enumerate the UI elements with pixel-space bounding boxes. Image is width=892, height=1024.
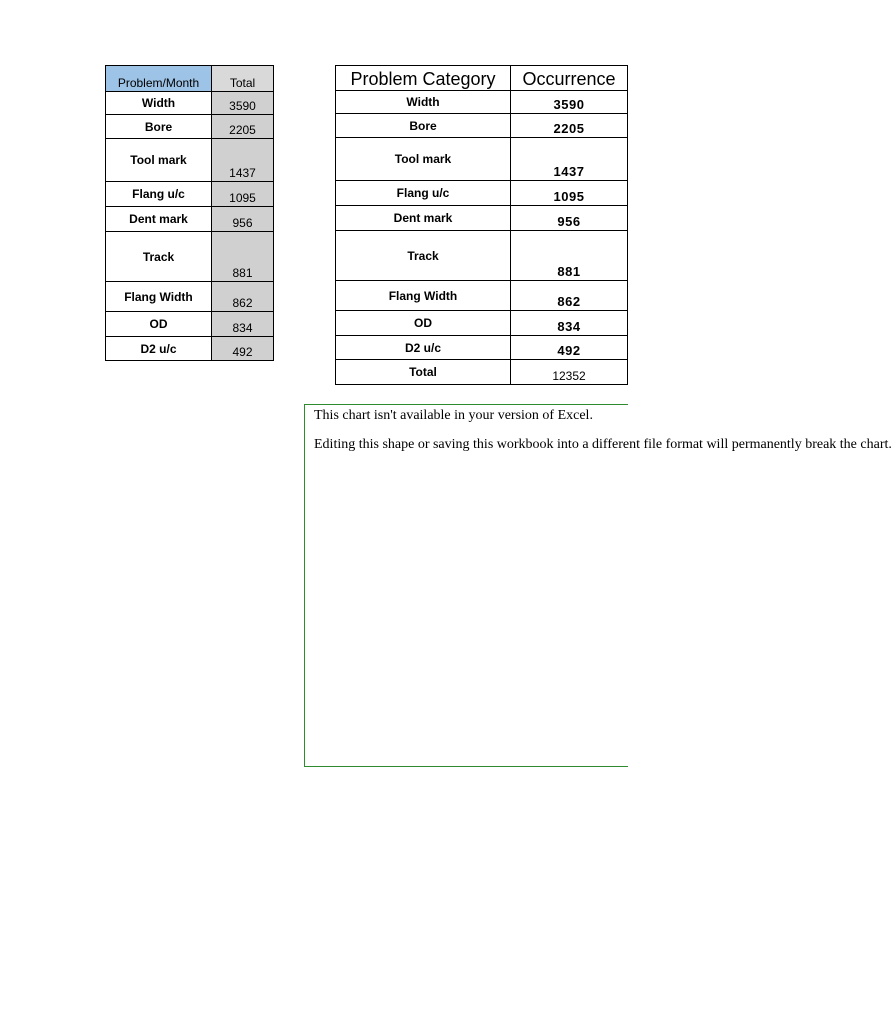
row-value[interactable]: 3590 bbox=[212, 92, 274, 115]
row-value[interactable]: 862 bbox=[212, 282, 274, 312]
row-name[interactable]: Flang Width bbox=[106, 282, 212, 312]
row-value[interactable]: 956 bbox=[511, 206, 628, 231]
row-value[interactable]: 1095 bbox=[511, 181, 628, 206]
row-name[interactable]: Flang Width bbox=[336, 281, 511, 311]
table-row bbox=[106, 207, 274, 232]
table-row bbox=[106, 115, 274, 139]
table-row bbox=[336, 114, 628, 138]
table-row bbox=[106, 282, 274, 312]
total-value[interactable]: 12352 bbox=[511, 360, 628, 385]
row-name[interactable]: Dent mark bbox=[336, 206, 511, 231]
table-row bbox=[336, 336, 628, 360]
row-value[interactable]: 1437 bbox=[511, 138, 628, 181]
row-name[interactable]: Tool mark bbox=[106, 139, 212, 182]
header-occurrence[interactable]: Occurrence bbox=[511, 66, 628, 91]
row-name[interactable]: D2 u/c bbox=[106, 337, 212, 361]
table-row bbox=[106, 232, 274, 282]
table-row bbox=[336, 311, 628, 336]
table-row bbox=[336, 281, 628, 311]
table-row bbox=[336, 181, 628, 206]
row-value[interactable]: 834 bbox=[511, 311, 628, 336]
total-row bbox=[336, 360, 628, 385]
row-name[interactable]: Flang u/c bbox=[336, 181, 511, 206]
row-value[interactable]: 1095 bbox=[212, 182, 274, 207]
table-header-row bbox=[106, 66, 274, 92]
row-name[interactable]: OD bbox=[336, 311, 511, 336]
header-problem-month[interactable]: Problem/Month bbox=[106, 66, 212, 92]
row-name[interactable]: Width bbox=[106, 92, 212, 115]
row-name[interactable]: Dent mark bbox=[106, 207, 212, 232]
table-row bbox=[336, 231, 628, 281]
row-name[interactable]: Tool mark bbox=[336, 138, 511, 181]
row-name[interactable]: Track bbox=[336, 231, 511, 281]
row-name[interactable]: D2 u/c bbox=[336, 336, 511, 360]
row-value[interactable]: 3590 bbox=[511, 91, 628, 114]
table-row bbox=[106, 337, 274, 361]
row-value[interactable]: 2205 bbox=[212, 115, 274, 139]
problem-month-table bbox=[105, 65, 274, 361]
table-row bbox=[106, 92, 274, 115]
table-row bbox=[106, 182, 274, 207]
row-value[interactable]: 2205 bbox=[511, 114, 628, 138]
chart-unavailable-message: This chart isn't available in your version of Excel. bbox=[314, 408, 593, 423]
row-value[interactable]: 492 bbox=[511, 336, 628, 360]
total-label[interactable]: Total bbox=[336, 360, 511, 385]
row-name[interactable]: Track bbox=[106, 232, 212, 282]
row-name[interactable]: Bore bbox=[336, 114, 511, 138]
table-row bbox=[106, 139, 274, 182]
chart-edit-warning: Editing this shape or saving this workbook into a different file format will permanently break the chart. bbox=[314, 437, 892, 452]
table-header-row bbox=[336, 66, 628, 91]
table-row bbox=[336, 206, 628, 231]
header-total[interactable]: Total bbox=[212, 66, 274, 92]
problem-category-table bbox=[335, 65, 628, 385]
row-value[interactable]: 834 bbox=[212, 312, 274, 337]
table-row bbox=[336, 138, 628, 181]
row-value[interactable]: 881 bbox=[212, 232, 274, 282]
table-row bbox=[106, 312, 274, 337]
row-value[interactable]: 492 bbox=[212, 337, 274, 361]
row-value[interactable]: 1437 bbox=[212, 139, 274, 182]
table-row bbox=[336, 91, 628, 114]
row-name[interactable]: Flang u/c bbox=[106, 182, 212, 207]
row-value[interactable]: 956 bbox=[212, 207, 274, 232]
row-name[interactable]: OD bbox=[106, 312, 212, 337]
chart-placeholder[interactable] bbox=[304, 404, 892, 767]
header-problem-category[interactable]: Problem Category bbox=[336, 66, 511, 91]
row-name[interactable]: Bore bbox=[106, 115, 212, 139]
row-value[interactable]: 881 bbox=[511, 231, 628, 281]
row-name[interactable]: Width bbox=[336, 91, 511, 114]
row-value[interactable]: 862 bbox=[511, 281, 628, 311]
